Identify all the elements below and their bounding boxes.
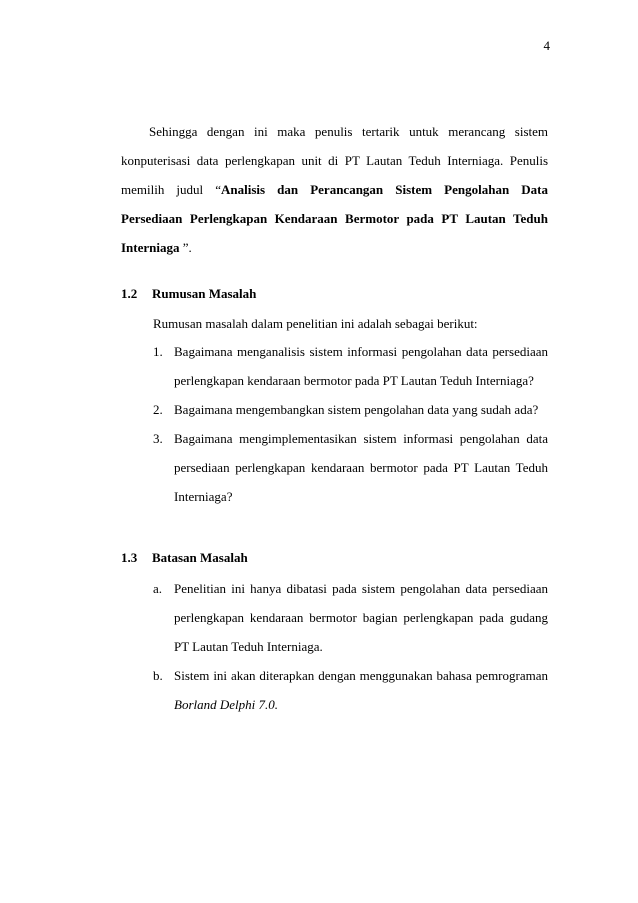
section-title: Batasan Masalah: [152, 550, 248, 565]
list-item-line: PT Lautan Teduh Interniaga.: [174, 639, 323, 654]
numbered-list: [153, 344, 548, 518]
list-item-line: perlengkapan kendaraan bermotor pada PT Lautan Teduh Interniaga?: [174, 373, 534, 388]
list-item-line: Interniaga?: [174, 489, 233, 504]
list-item-line: Bagaimana menganalisis sistem informasi pengolahan data persediaan: [174, 344, 548, 359]
list-marker: 1.: [153, 344, 163, 359]
paragraph-text: ”.: [179, 240, 192, 255]
list-item: [153, 581, 548, 668]
title-text: Persediaan Perlengkapan Kendaraan Bermotor pada PT Lautan Teduh: [121, 211, 548, 226]
list-item-line: Sistem ini akan diterapkan dengan menggunakan bahasa pemrograman: [174, 668, 548, 683]
list-item-line: Bagaimana mengimplementasikan sistem informasi pengolahan data: [174, 431, 548, 446]
list-item: [153, 402, 548, 431]
title-text: Analisis dan Perancangan Sistem Pengolahan Data: [221, 182, 548, 197]
paragraph-line: konputerisasi data perlengkapan unit di PT Lautan Teduh Interniaga. Penulis: [121, 153, 548, 168]
intro-paragraph: [121, 124, 548, 269]
paragraph-line: [121, 182, 548, 211]
section-number: 1.3: [121, 550, 138, 565]
paragraph-text: memilih judul “: [121, 182, 222, 197]
paragraph-line: [121, 240, 548, 269]
list-item-line: perlengkapan kendaraan bermotor bagian perlengkapan pada gudang: [174, 610, 548, 625]
list-marker: 3.: [153, 431, 163, 446]
lettered-list: [153, 581, 548, 726]
section-number: 1.2: [121, 286, 138, 301]
list-item-line: persediaan perlengkapan kendaraan bermotor pada PT Lautan Teduh: [174, 460, 548, 475]
list-marker: a.: [153, 581, 163, 596]
paragraph-line: Sehingga dengan ini maka penulis tertarik untuk merancang sistem: [149, 124, 548, 139]
list-item-line: Bagaimana mengembangkan sistem pengolahan data yang sudah ada?: [174, 402, 539, 417]
page-number: 4: [543, 38, 550, 53]
list-item-line: Penelitian ini hanya dibatasi pada sistem pengolahan data persediaan: [174, 581, 548, 596]
list-marker: b.: [153, 668, 163, 683]
section-heading: [121, 550, 248, 566]
list-item: [153, 431, 548, 518]
title-text: Interniaga: [121, 240, 180, 255]
list-item: [153, 344, 548, 402]
section-heading: [121, 286, 256, 302]
list-item: [153, 668, 548, 726]
list-marker: 2.: [153, 402, 163, 417]
list-item-line: Borland Delphi 7.0.: [174, 697, 278, 712]
section-title: Rumusan Masalah: [152, 286, 257, 301]
section-intro: Rumusan masalah dalam penelitian ini adalah sebagai berikut:: [153, 316, 478, 331]
